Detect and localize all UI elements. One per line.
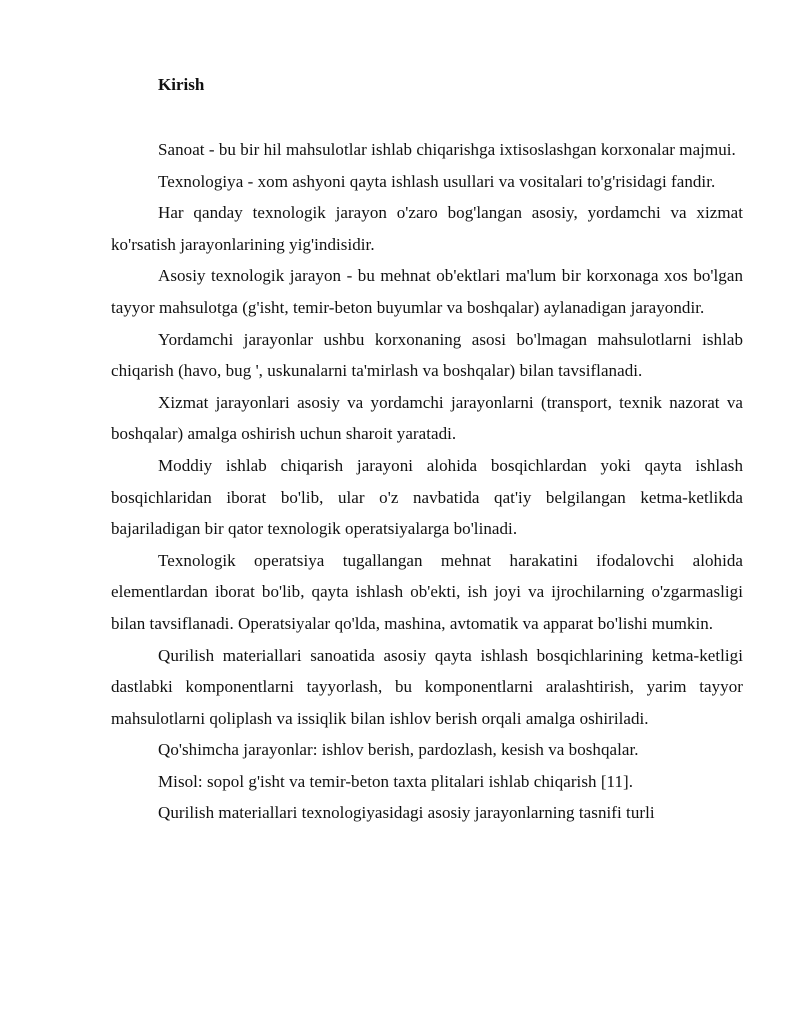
paragraph-texnologik-jarayon: Har qanday texnologik jarayon o'zaro bog'langan asosiy, yordamchi va xizmat ko'rsatish jarayonlarining yig'indisidir. <box>111 203 743 254</box>
paragraph-qoshimcha-jarayonlar: Qo'shimcha jarayonlar: ishlov berish, pardozlash, kesish va boshqalar. <box>158 740 639 760</box>
paragraph-yordamchi-jarayonlar: Yordamchi jarayonlar ushbu korxonaning asosi bo'lmagan mahsulotlarni ishlab chiqarish (havo, bug ', uskunalarni ta'mirlash va boshqalar) bilan tavsiflanadi. <box>111 329 743 381</box>
paragraph-sanoat: Sanoat - bu bir hil mahsulotlar ishlab chiqarishga ixtisoslashgan korxonalar majmui. <box>158 140 736 159</box>
paragraph-moddiy-ishlab-chiqarish: Moddiy ishlab chiqarish jarayoni alohida bosqichlardan yoki qayta ishlash bosqichlaridan iborat bo'lib, ular o'z navbatida qat'iy belgilangan ketma-ketlikda bajariladigan bir qator texnologik operatsiyalarga bo'linadi. <box>111 455 743 539</box>
paragraph-texnologiya: Texnologiya - xom ashyoni qayta ishlash usullari va vositalari to'g'risidagi fandir. <box>158 171 716 191</box>
paragraph-misol: Misol: sopol g'isht va temir-beton taxta plitalari ishlab chiqarish [11]. <box>158 771 634 791</box>
paragraph-qurilish-materiallari: Qurilish materiallari sanoatida asosiy qayta ishlash bosqichlarining ketma-ketligi dastlabki komponentlarni tayyorlash, bu komponentlarni aralashtirish, yarim tayyor mahsulotlarni qoliplash va issiqlik bilan ishlov berish orqali amalga oshiriladi. <box>111 645 743 728</box>
heading-spacer <box>111 100 743 134</box>
document-page <box>111 70 743 829</box>
section-heading: Kirish <box>158 75 205 94</box>
paragraph-asosiy-jarayon: Asosiy texnologik jarayon - bu mehnat ob'ektlari ma'lum bir korxonaga xos bo'lgan tayyor mahsulotga (g'isht, temir-beton buyumlar va boshqalar) aylanadigan jarayondir. <box>111 266 743 317</box>
paragraph-xizmat-jarayonlari: Xizmat jarayonlari asosiy va yordamchi jarayonlarni (transport, texnik nazorat va boshqalar) amalga oshirish uchun sharoit yaratadi. <box>111 392 743 444</box>
paragraph-tasnif: Qurilish materiallari texnologiyasidagi asosiy jarayonlarning tasnifi turli <box>158 803 655 823</box>
paragraph-texnologik-operatsiya: Texnologik operatsiya tugallangan mehnat harakatini ifodalovchi alohida elementlardan iborat bo'lib, qayta ishlash ob'ekti, ish joyi va ijrochilarning o'zgarmasligi bilan tavsiflanadi. Operatsiyalar qo'lda, mashina, avtomatik va apparat bo'lishi mumkin. <box>111 550 743 633</box>
